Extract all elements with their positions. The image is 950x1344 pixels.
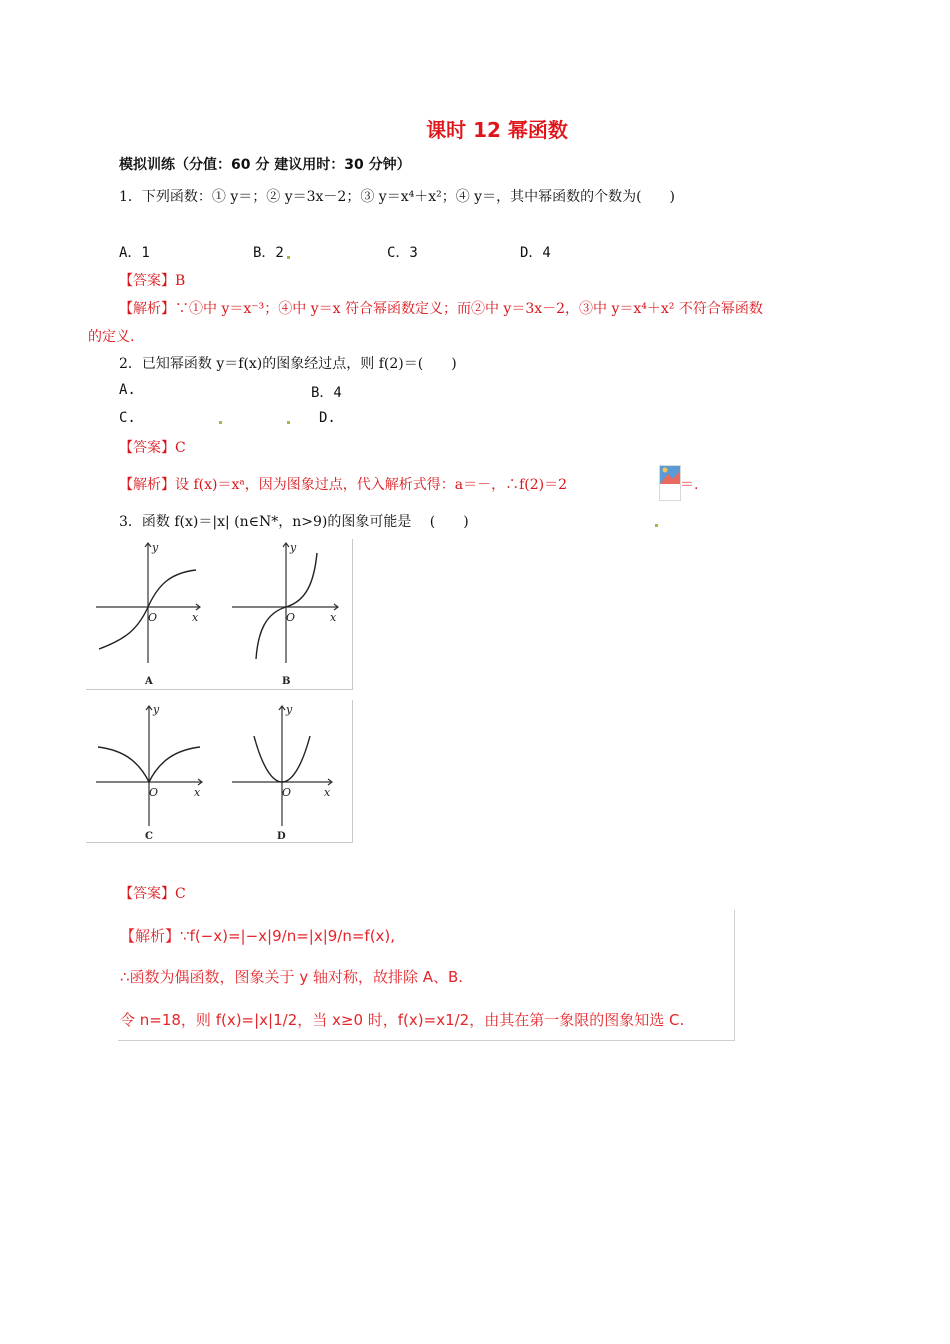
decorative-dot: [287, 256, 290, 259]
graph-d-y-label: y: [286, 703, 293, 716]
q3-analysis-line-3: 令 n=18，则 f(x)=|x|1/2，当 x≥0 时，f(x)=x1/2，由其在第一象限的图象知选 C.: [120, 1011, 685, 1029]
page-title: 课时 12 幂函数: [426, 118, 568, 142]
q3-answer: 【答案】C: [119, 886, 186, 902]
graph-b-label: B: [282, 676, 291, 687]
graph-c-origin: O: [149, 786, 159, 799]
q2-option-a: A.: [119, 382, 136, 398]
decorative-dot: [655, 524, 658, 527]
q1-answer: 【答案】B: [119, 273, 186, 289]
graph-c-x-label: x: [194, 786, 201, 799]
broken-image-icon: [659, 465, 681, 501]
graph-panel-top: [86, 539, 353, 690]
graph-d-label: D: [277, 831, 286, 842]
q2-analysis-tail: ＝.: [680, 477, 699, 493]
q1-option-a: A．1: [119, 245, 150, 261]
graph-panel-bottom: [86, 700, 353, 843]
graph-b-origin: O: [286, 611, 296, 624]
q2-option-c: C.: [119, 410, 136, 426]
q3-analysis-line-2: ∴函数为偶函数，图象关于 y 轴对称，故排除 A、B.: [120, 968, 464, 986]
graph-a-x-label: x: [192, 611, 199, 624]
q1-analysis-cont: 的定义.: [88, 329, 135, 345]
q2-analysis: 【解析】设 f(x)＝xᵃ，因为图象过点，代入解析式得：a＝－，∴f(2)＝2: [119, 477, 568, 493]
question-3: 3．函数 f(x)＝|x| (n∈N*，n>9)的图象可能是 ( ): [119, 514, 469, 530]
graph-a-origin: O: [148, 611, 158, 624]
q2-option-b: B．4: [311, 385, 342, 401]
graph-d-origin: O: [282, 786, 292, 799]
graph-c-y-label: y: [153, 703, 160, 716]
graph-d-x-label: x: [324, 786, 331, 799]
q1-option-d: D．4: [520, 245, 551, 261]
q2-answer: 【答案】C: [119, 440, 186, 456]
decorative-dot: [219, 421, 222, 424]
subtitle: 模拟训练（分值：60 分 建议用时：30 分钟）: [119, 157, 411, 173]
q1-option-b: B．2: [253, 245, 284, 261]
decorative-dot: [287, 421, 290, 424]
graph-a-label: A: [145, 676, 153, 687]
q3-analysis-line-1: 【解析】∵f(−x)=|−x|9/n=|x|9/n=f(x),: [120, 927, 396, 945]
graph-b-y-label: y: [290, 541, 297, 554]
q1-option-c: C．3: [387, 245, 418, 261]
question-2: 2．已知幂函数 y＝f(x)的图象经过点，则 f(2)＝( ): [119, 356, 457, 372]
graph-c-label: C: [145, 831, 153, 842]
graph-b-x-label: x: [330, 611, 337, 624]
q1-analysis: 【解析】∵①中 y＝x⁻³；④中 y＝x 符合幂函数定义；而②中 y＝3x－2，③中 y＝x⁴＋x² 不符合幂函数: [119, 301, 763, 317]
graph-a-y-label: y: [152, 541, 159, 554]
q2-option-d: D.: [319, 410, 336, 426]
question-1: 1．下列函数：① y＝；② y＝3x－2；③ y＝x⁴＋x²；④ y＝，其中幂函数的个数为( ): [119, 189, 675, 205]
